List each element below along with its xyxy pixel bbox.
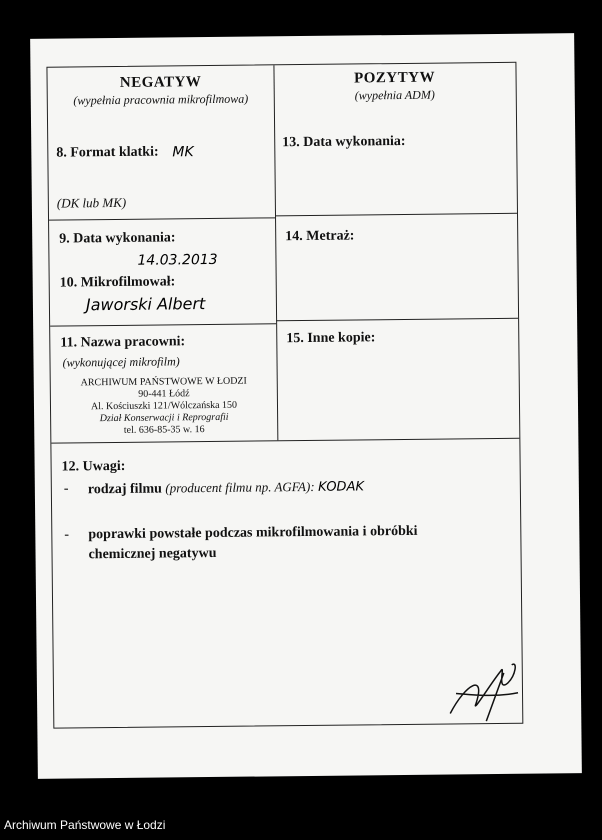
stamp-line: 90-441 Łódź <box>138 388 190 400</box>
stamp-line: ARCHIWUM PAŃSTWOWE W ŁODZI <box>80 375 247 389</box>
row-divider <box>51 438 519 444</box>
negative-header-note: (wypełnia pracownia mikrofilmowa) <box>73 91 249 108</box>
film-type-label: rodzaj filmu <box>87 481 162 498</box>
row-divider <box>50 323 276 326</box>
archive-footer: Archiwum Państwowe w Łodzi <box>4 818 166 832</box>
row-divider <box>275 213 517 217</box>
positive-header-note: (wypełnia ADM) <box>354 87 435 103</box>
negative-date-label: 9. Data wykonania: <box>59 230 176 247</box>
film-type-line <box>88 478 364 498</box>
film-type-value: KODAK <box>318 479 365 495</box>
stamp-line: Al. Kościuszki 121/Wólczańska 150 <box>90 399 238 413</box>
workshop-label: 11. Nazwa pracowni: <box>60 334 186 351</box>
frame-format-label: 8. Format klatki: <box>56 144 159 161</box>
film-type-note: (producent filmu np. AGFA): <box>165 478 315 496</box>
workshop-note: (wykonującej mikrofilm) <box>62 354 180 370</box>
dash: - <box>64 527 70 543</box>
institution-stamp <box>51 375 278 437</box>
row-divider <box>49 217 275 220</box>
dash: - <box>63 481 69 497</box>
remarks-label: 12. Uwagi: <box>61 458 126 475</box>
frame-format-value: MK <box>172 144 194 161</box>
corrections-line-1: poprawki powstałe podczas mikrofilmowania i obróbki <box>88 523 418 543</box>
signature-scribble <box>446 653 527 724</box>
stamp-line: Dział Konserwacji i Reprografii <box>99 411 229 425</box>
document-sheet <box>30 33 582 779</box>
negative-date-value: 14.03.2013 <box>137 251 218 269</box>
form-table <box>46 62 523 729</box>
positive-header: POZYTYW <box>353 69 436 87</box>
operator-label: 10. Mikrofilmował: <box>59 274 176 291</box>
corrections-line-2: chemicznej negatywu <box>88 545 217 563</box>
operator-signature: Jaworski Albert <box>85 294 206 315</box>
copies-label: 15. Inne kopie: <box>286 330 376 347</box>
frame-format-note: (DK lub MK) <box>56 194 127 211</box>
stamp-line: tel. 636-85-35 w. 16 <box>123 424 205 436</box>
positive-date-label: 13. Data wykonania: <box>282 133 406 151</box>
length-label: 14. Metraż: <box>285 228 355 245</box>
row-divider <box>276 318 518 322</box>
negative-header: NEGATYW <box>119 74 202 91</box>
